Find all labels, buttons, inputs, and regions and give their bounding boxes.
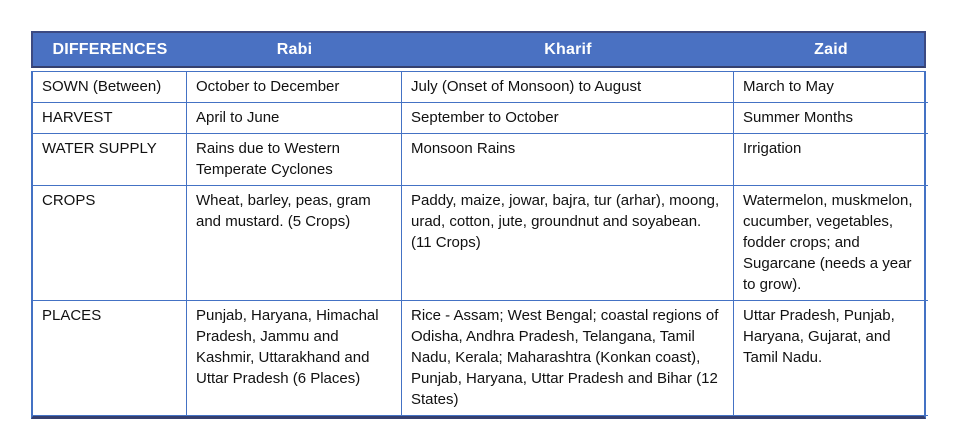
row-label-crops: CROPS — [33, 186, 187, 301]
header-cell-differences: DIFFERENCES — [52, 40, 168, 58]
cell-places-zaid: Uttar Pradesh, Punjab, Haryana, Gujarat, and Tamil Nadu. — [734, 301, 928, 416]
row-label-harvest: HARVEST — [33, 103, 187, 134]
cell-harvest-kharif: September to October — [402, 103, 734, 134]
cell-places-rabi: Punjab, Haryana, Himachal Pradesh, Jammu and Kashmir, Uttarakhand and Uttar Pradesh (6 Places) — [187, 301, 402, 416]
row-label-sown: SOWN (Between) — [33, 72, 187, 103]
cell-water-zaid: Irrigation — [734, 134, 928, 186]
crop-seasons-table — [31, 31, 926, 419]
table-header-row — [31, 31, 926, 68]
cell-sown-kharif: July (Onset of Monsoon) to August — [402, 72, 734, 103]
cell-water-kharif: Monsoon Rains — [402, 134, 734, 186]
cell-water-rabi: Rains due to Western Temperate Cyclones — [187, 134, 402, 186]
cell-crops-zaid: Watermelon, muskmelon, cucumber, vegetables, fodder crops; and Sugarcane (needs a year to grow). — [734, 186, 928, 301]
header-cell-rabi: Rabi — [276, 40, 313, 58]
row-label-water-supply: WATER SUPPLY — [33, 134, 187, 186]
cell-harvest-rabi: April to June — [187, 103, 402, 134]
cell-harvest-zaid: Summer Months — [734, 103, 928, 134]
header-cell-kharif: Kharif — [544, 40, 592, 58]
cell-sown-rabi: October to December — [187, 72, 402, 103]
cell-crops-kharif: Paddy, maize, jowar, bajra, tur (arhar), moong, urad, cotton, jute, groundnut and soyabean. (11 Crops) — [402, 186, 734, 301]
header-cell-zaid: Zaid — [814, 40, 848, 58]
table-body — [31, 71, 926, 419]
cell-crops-rabi: Wheat, barley, peas, gram and mustard. (5 Crops) — [187, 186, 402, 301]
cell-sown-zaid: March to May — [734, 72, 928, 103]
cell-places-kharif: Rice - Assam; West Bengal; coastal regions of Odisha, Andhra Pradesh, Telangana, Tamil Nadu, Kerala; Maharashtra (Konkan coast), Punjab, Haryana, Uttar Pradesh and Bihar (12 States) — [402, 301, 734, 416]
row-label-places: PLACES — [33, 301, 187, 416]
